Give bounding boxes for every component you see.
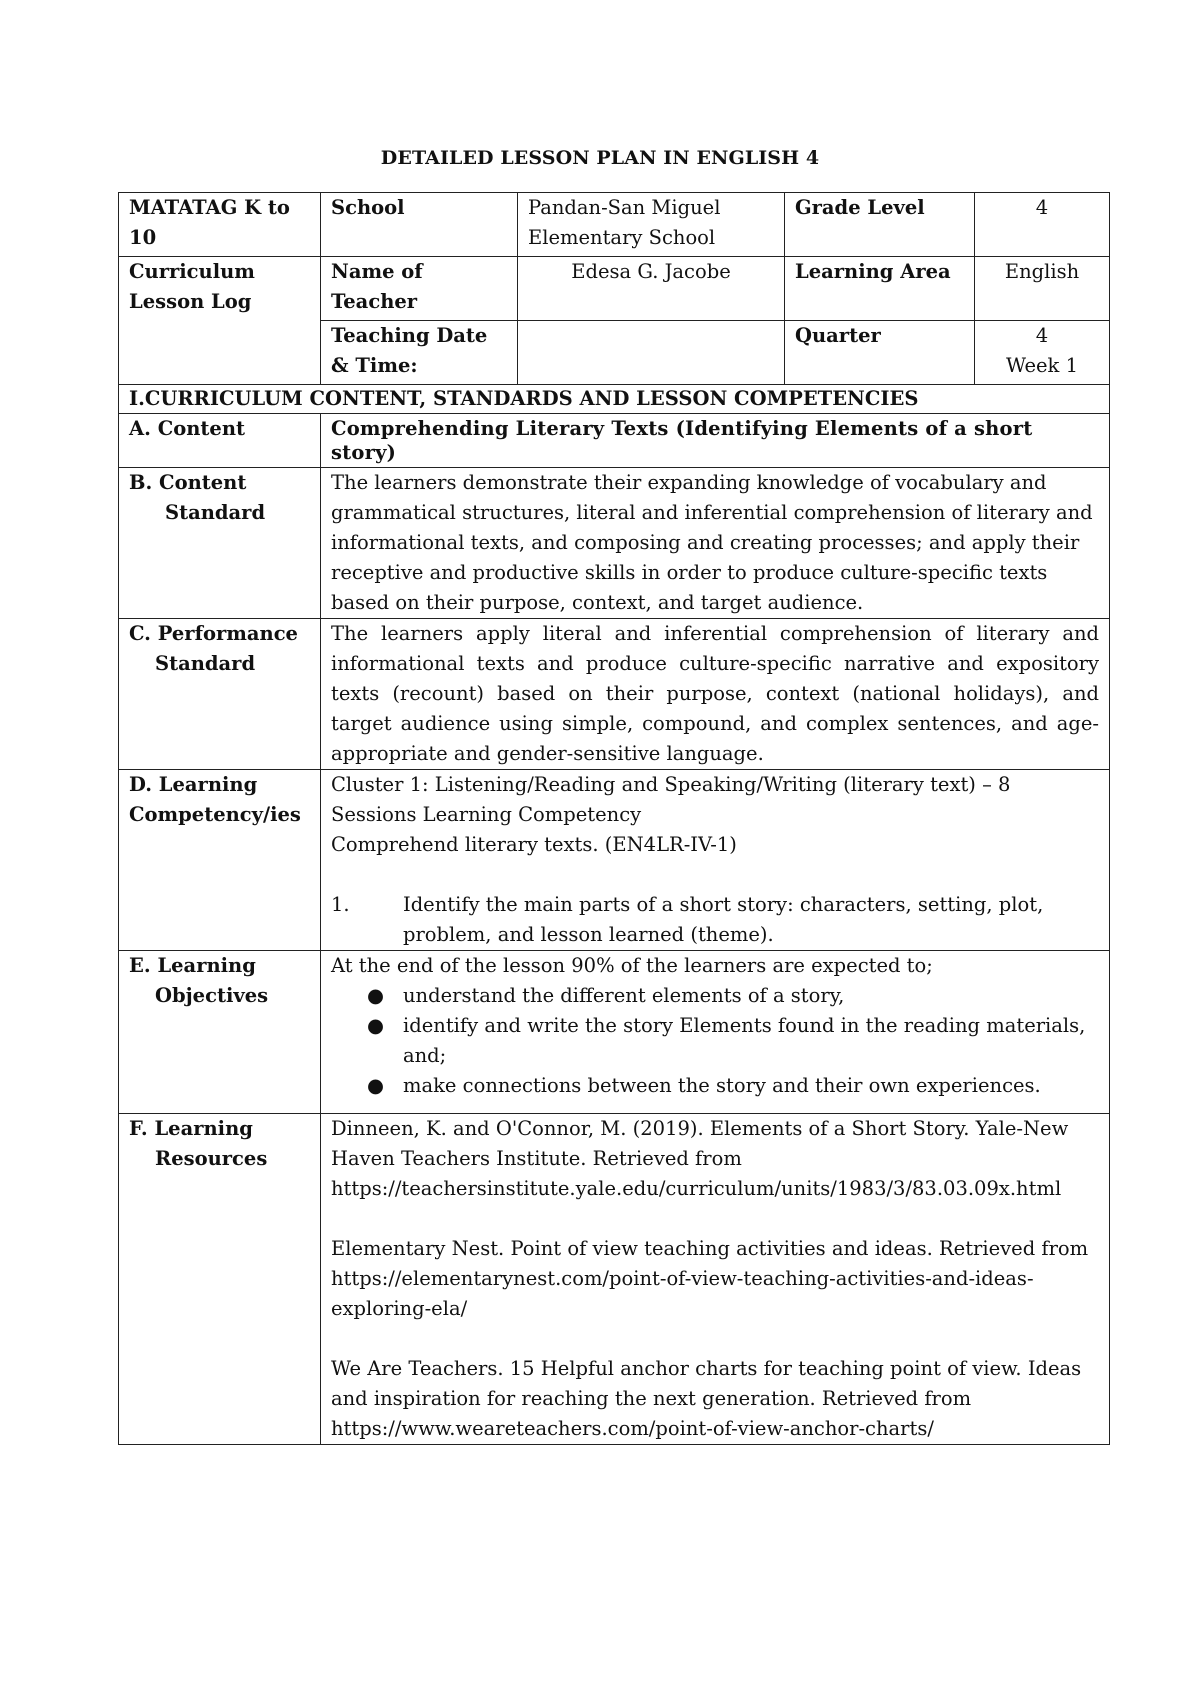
content-standard-label-line-2: Standard bbox=[165, 501, 266, 524]
learning-area-label: Learning Area bbox=[785, 257, 975, 321]
objective-item bbox=[367, 1071, 1099, 1101]
school-value-line-1: Pandan-San Miguel bbox=[528, 196, 721, 219]
grade-level-value: 4 bbox=[975, 193, 1110, 257]
teaching-date-value bbox=[518, 321, 785, 385]
learning-objectives-label-line-2: Objectives bbox=[155, 984, 269, 1007]
teacher-value: Edesa G. Jacobe bbox=[518, 257, 785, 321]
week-value: Week 1 bbox=[1006, 354, 1078, 377]
competency-list-item bbox=[331, 890, 1099, 950]
objective-item bbox=[367, 981, 1099, 1011]
performance-standard-value: The learners apply literal and inferential comprehension of literary and informational texts and produce culture-specific narrative and expository texts (recount) based on their purpose, context (national holidays), and target audience using simple, compound, and complex sentences, and age-appropriate and gender-sensitive language. bbox=[321, 619, 1110, 770]
performance-standard-label-line-2: Standard bbox=[155, 652, 256, 675]
objectives-list bbox=[331, 981, 1099, 1101]
section-heading-row bbox=[119, 385, 1110, 414]
lesson-log-label: Curriculum Lesson Log bbox=[119, 257, 321, 385]
performance-standard-label-line-1: C. Performance bbox=[129, 622, 298, 645]
content-standard-value: The learners demonstrate their expanding knowledge of vocabulary and grammatical structures, literal and inferential comprehension of literary and informational texts, and composing and creating processes; and apply their receptive and productive skills in order to produce culture-specific texts based on their purpose, context, and target audience. bbox=[321, 468, 1110, 619]
resource-reference: Dinneen, K. and O'Connor, M. (2019). Elements of a Short Story. Yale-New Haven Teachers Institute. Retrieved from https://teachersinstitute.yale.edu/curriculum/units/1983/3/83.03.09x.html bbox=[331, 1117, 1069, 1200]
resource-reference: We Are Teachers. 15 Helpful anchor charts for teaching point of view. Ideas and inspiration for reaching the next generation. Retrieved from https://www.weareteachers.com/point-of-view-anchor-charts/ bbox=[331, 1357, 1082, 1440]
performance-standard-label-cell bbox=[119, 619, 321, 770]
learning-resources-value-cell bbox=[321, 1114, 1110, 1445]
competency-item-text: Identify the main parts of a short story: characters, setting, plot, problem, and lesson learned (theme). bbox=[403, 893, 1044, 946]
spacer bbox=[331, 1204, 1099, 1234]
learning-area-value: English bbox=[975, 257, 1110, 321]
learning-resources-label-line-1: F. Learning bbox=[129, 1117, 253, 1140]
header-row-school bbox=[119, 193, 1110, 257]
school-value-cell bbox=[518, 193, 785, 257]
learning-competency-label-line-1: D. Learning bbox=[129, 773, 258, 796]
learning-competency-label-cell bbox=[119, 770, 321, 951]
spacer bbox=[331, 1324, 1099, 1354]
content-standard-row bbox=[119, 468, 1110, 619]
section-heading: I.CURRICULUM CONTENT, STANDARDS AND LESSON COMPETENCIES bbox=[119, 385, 1110, 414]
school-label: School bbox=[321, 193, 518, 257]
content-standard-label-line-1: B. Content bbox=[129, 471, 247, 494]
performance-standard-row bbox=[119, 619, 1110, 770]
bullet-icon: ● bbox=[367, 984, 385, 1007]
content-label: A. Content bbox=[119, 414, 321, 468]
teaching-date-label: Teaching Date & Time: bbox=[321, 321, 518, 385]
quarter-label: Quarter bbox=[785, 321, 975, 385]
resource-reference: Elementary Nest. Point of view teaching activities and ideas. Retrieved from https://elementarynest.com/point-of-view-teaching-activities-and-ideas-exploring-ela/ bbox=[331, 1237, 1089, 1320]
content-row bbox=[119, 414, 1110, 468]
bullet-icon: ● bbox=[367, 1074, 385, 1097]
learning-objectives-label-cell bbox=[119, 951, 321, 1114]
header-row-teacher bbox=[119, 257, 1110, 321]
learning-objectives-label-line-1: E. Learning bbox=[129, 954, 256, 977]
quarter-value-cell bbox=[975, 321, 1110, 385]
learning-resources-label-line-2: Resources bbox=[155, 1147, 268, 1170]
competency-cluster-text: Cluster 1: Listening/Reading and Speaking/Writing (literary text) – 8 Sessions Learning Competency bbox=[331, 773, 1011, 826]
objectives-intro: At the end of the lesson 90% of the learners are expected to; bbox=[331, 954, 933, 977]
bullet-icon: ● bbox=[367, 1014, 385, 1037]
objective-text: understand the different elements of a story, bbox=[403, 984, 845, 1007]
learning-resources-row bbox=[119, 1114, 1110, 1445]
objective-text: make connections between the story and their own experiences. bbox=[403, 1074, 1041, 1097]
quarter-value: 4 bbox=[1035, 324, 1049, 347]
spacer bbox=[331, 860, 1099, 890]
objective-item bbox=[367, 1011, 1099, 1071]
learning-objectives-value-cell bbox=[321, 951, 1110, 1114]
curriculum-label-cell bbox=[119, 193, 321, 257]
lesson-plan-table bbox=[118, 192, 1110, 1445]
objective-text: identify and write the story Elements found in the reading materials, and; bbox=[403, 1014, 1086, 1067]
learning-competency-value-cell bbox=[321, 770, 1110, 951]
competency-code-text: Comprehend literary texts. (EN4LR-IV-1) bbox=[331, 833, 737, 856]
content-standard-label-cell bbox=[119, 468, 321, 619]
learning-objectives-row bbox=[119, 951, 1110, 1114]
teacher-label: Name of Teacher bbox=[321, 257, 518, 321]
competency-item-number: 1. bbox=[331, 893, 350, 916]
curriculum-label-line-1: MATATAG K to 10 bbox=[129, 196, 290, 249]
grade-level-label: Grade Level bbox=[785, 193, 975, 257]
learning-resources-label-cell bbox=[119, 1114, 321, 1445]
learning-competency-label-line-2: Competency/ies bbox=[129, 803, 301, 826]
learning-competency-row bbox=[119, 770, 1110, 951]
document-title: DETAILED LESSON PLAN IN ENGLISH 4 bbox=[380, 147, 820, 169]
content-value: Comprehending Literary Texts (Identifying Elements of a short story) bbox=[321, 414, 1110, 468]
school-value-line-2: Elementary School bbox=[528, 226, 716, 249]
